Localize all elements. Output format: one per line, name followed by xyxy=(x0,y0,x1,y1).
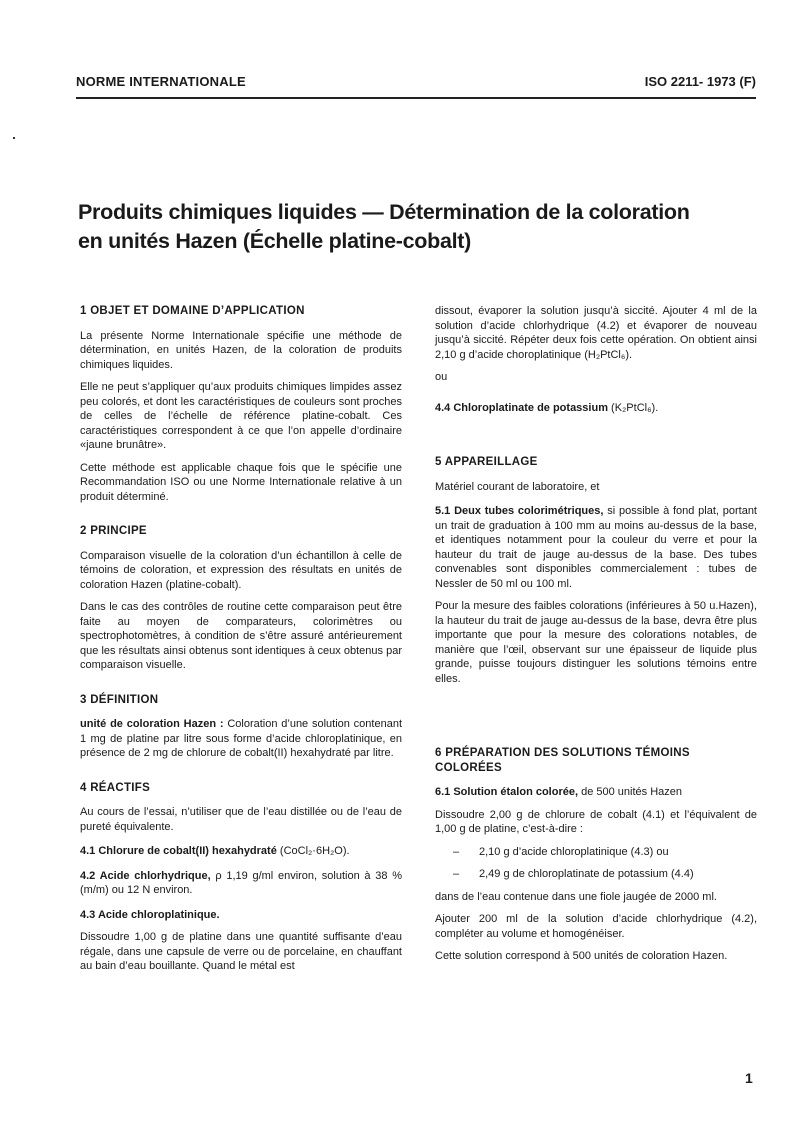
reagent-formula: (CoCl₂·6H₂O). xyxy=(276,845,350,857)
title-line-2: en unités Hazen (Échelle platine-cobalt) xyxy=(78,229,471,253)
definition-term: unité de coloration Hazen : xyxy=(80,718,224,730)
right-column xyxy=(435,304,757,972)
apparatus-text: si possible à fond plat, portant un trait de graduation à 100 mm au moins au-dessus de la base, et identiques notamment pour la couleur du verre et pour la hauteur du trait de jauge au-dessus de la base. Des tubes convenables sont disponibles commercialement : tubes de Nessler de 50 ml ou 100 ml. xyxy=(435,505,757,590)
apparatus-label: 5.1 Deux tubes colorimétriques, xyxy=(435,505,604,517)
paragraph: Dissoudre 1,00 g de platine dans une quantité suffisante d’eau régale, dans une capsule de verre ou de porcelaine, en chauffant au bain d’eau bouillante. Quand le métal est xyxy=(80,931,402,972)
title-line-1: Produits chimiques liquides — Détermination de la coloration xyxy=(78,200,690,224)
paragraph: Dissoudre 2,00 g de chlorure de cobalt (4.1) et l’équivalent de 1,00 g de platine, c’est-à-dire : xyxy=(435,808,757,835)
list-item xyxy=(435,845,757,860)
section-6-heading: 6 PRÉPARATION DES SOLUTIONS TÉMOINS COLORÉES xyxy=(435,747,690,774)
section-1-heading: 1 OBJET ET DOMAINE D’APPLICATION xyxy=(80,305,305,317)
definition-paragraph xyxy=(80,717,402,761)
paragraph: Matériel courant de laboratoire, et xyxy=(435,480,600,493)
subsection-6-1 xyxy=(435,785,757,800)
left-column xyxy=(80,304,402,982)
paragraph: Ajouter 200 ml de la solution d’acide chlorhydrique (4.2), compléter au volume et homogénéiser. xyxy=(435,913,757,940)
connector-text: ou xyxy=(435,371,448,383)
reagent-label: 4.4 Chloroplatinate de potassium xyxy=(435,401,608,414)
dash-marker: – xyxy=(453,868,460,880)
standard-reference: ISO 2211- 1973 (F) xyxy=(644,74,756,89)
paragraph: Cette solution correspond à 500 unités de coloration Hazen. xyxy=(435,950,728,962)
section-4-heading: 4 RÉACTIFS xyxy=(80,781,151,794)
paragraph: Elle ne peut s’appliquer qu’aux produits chimiques limpides assez peu colorés, et dont les caractéristiques de couleurs sont proches de celles de l’échelle de référence platine-cobalt. Ces caractéristiques correspondent à ce que l’on appelle d’ordinaire «jaune brunâtre». xyxy=(80,381,402,451)
paragraph: Cette méthode est applicable chaque fois que le spécifie une Recommandation ISO ou une Norme Internationale relative à un produit déterminé. xyxy=(80,461,402,503)
subsection-text: de 500 unités Hazen xyxy=(578,786,682,798)
list-item-text: 2,10 g d’acide chloroplatinique (4.3) ou xyxy=(479,845,669,858)
reagent-4-4 xyxy=(435,401,757,416)
paragraph: dissout, évaporer la solution jusqu’à siccité. Ajouter 4 ml de la solution d’acide chlorhydrique (4.2) et évaporer de nouveau jusqu’à siccité. Répéter deux fois cette opération. On obtient ainsi 2,10 g d’acide choroplatinique (H₂PtCl₆). xyxy=(435,305,757,361)
list-item xyxy=(435,867,757,882)
paragraph: Au cours de l’essai, n’utiliser que de l’eau distillée ou de l’eau de pureté équivalente. xyxy=(80,806,402,833)
paragraph: Pour la mesure des faibles colorations (inférieures à 50 u.Hazen), la hauteur du trait de jauge au-dessus de la base, devra être plus importante que pour la mesure des colorations notables, de manière que l’œil, observant sur une épaisseur de liquide plus grande, puisse toujours distinguer les solutions témoins entre elles. xyxy=(435,600,757,685)
apparatus-5-1 xyxy=(435,504,757,591)
subsection-label: 6.1 Solution étalon colorée, xyxy=(435,786,579,798)
paragraph: dans de l’eau contenue dans une fiole jaugée de 2000 ml. xyxy=(435,890,717,903)
paragraph: Dans le cas des contrôles de routine cette comparaison peut être faite au moyen de comparateurs, colorimètres ou spectrophotomètres, à condition de s’être assuré antérieurement que les résultats ainsi obtenus sont identiques à ceux obtenus par comparaison visuelle. xyxy=(80,601,402,671)
reagent-label: 4.1 Chlorure de cobalt(II) hexahydraté xyxy=(80,845,277,857)
header-rule xyxy=(76,97,756,99)
section-5-heading: 5 APPAREILLAGE xyxy=(435,456,538,468)
standard-type: NORME INTERNATIONALE xyxy=(76,74,246,89)
reagent-formula: (K₂PtCl₆). xyxy=(607,401,659,414)
definition-text: Coloration d’une solution contenant 1 mg de platine par litre sous forme d’acide chloroplatinique, en présence de 2 mg de chlorure de cobalt(II) hexahydraté par litre. xyxy=(80,718,402,759)
paragraph: La présente Norme Internationale spécifie une méthode de détermination, en unités Hazen, de la coloration de produits chimiques liquides. xyxy=(80,329,402,371)
paragraph: Comparaison visuelle de la coloration d’un échantillon à celle de témoins de coloration, et expression des résultats en unités de coloration Hazen (platine-cobalt). xyxy=(80,549,402,591)
reagent-4-2 xyxy=(80,869,402,898)
reagent-label: 4.2 Acide chlorhydrique, xyxy=(80,869,211,882)
reagent-4-1 xyxy=(80,844,402,859)
page-header xyxy=(76,74,756,94)
dash-marker: – xyxy=(453,845,460,858)
reagent-text: ρ 1,19 g/ml environ, solution à 38 % (m/m) ou 12 N environ. xyxy=(80,869,402,896)
scan-speck xyxy=(13,137,15,139)
section-2-heading: 2 PRINCIPE xyxy=(80,525,147,537)
document-title xyxy=(78,198,768,256)
page-number: 1 xyxy=(745,1070,753,1086)
reagent-4-3-label: 4.3 Acide chloroplatinique. xyxy=(80,908,220,921)
list-item-text: 2,49 g de chloroplatinate de potassium (4.4) xyxy=(479,868,694,880)
section-3-heading: 3 DÉFINITION xyxy=(80,693,159,706)
